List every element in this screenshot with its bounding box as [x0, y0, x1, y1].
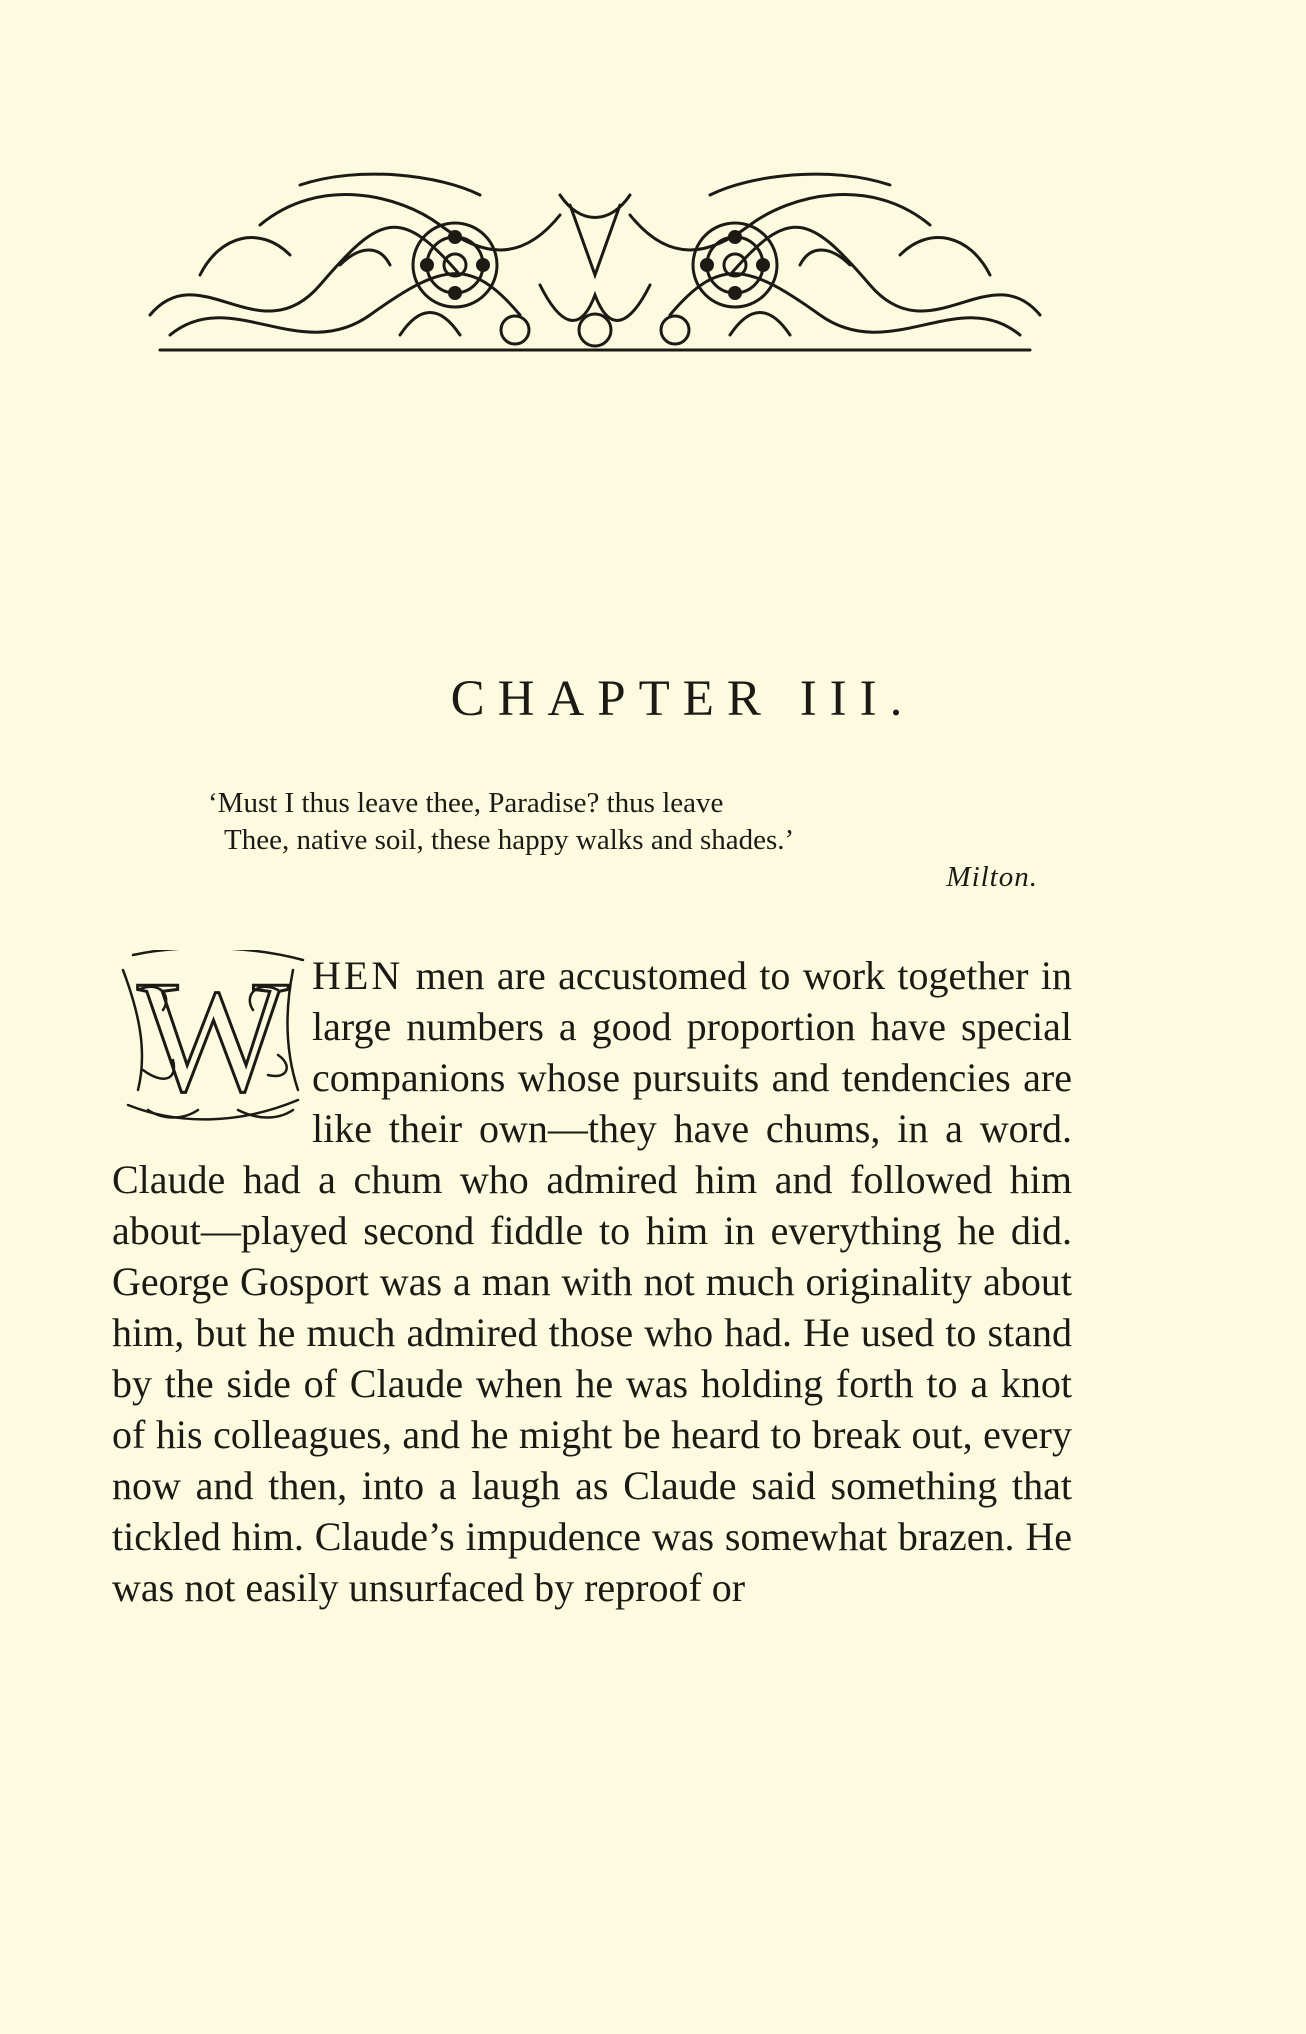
paragraph-content: men are accustomed to work together in large numbers a good proportion have special companions whose pursuits and tendencies are like their own—they have chums, in a word. Claude had a chum who admired him and followed him about—played second fiddle to him in everything he did. George Gosport was a man with not much originality about him, but he much admired those who had. He used to stand by the side of Claude when he was holding forth to a knot of his colleagues, and he might be heard to break out, every now and then, into a laugh as Claude said something that tickled him. Claude’s impudence was somewhat brazen. He was not easily unsurfaced by reproof or — [112, 953, 1073, 1610]
epigraph — [208, 785, 1048, 896]
drop-cap-letter: W — [137, 950, 289, 1125]
body-paragraph — [112, 950, 1072, 1613]
epigraph-line-2: Thee, native soil, these happy walks and shades.’ — [224, 824, 795, 856]
drop-cap-space — [112, 950, 312, 1150]
ornamental-headpiece-icon — [140, 165, 1050, 355]
lead-capitals: HEN — [312, 953, 404, 998]
epigraph-attribution: Milton. — [946, 861, 1038, 893]
epigraph-line-1: ‘Must I thus leave thee, Paradise? thus leave — [208, 787, 724, 819]
chapter-title: CHAPTER III. — [450, 671, 916, 727]
